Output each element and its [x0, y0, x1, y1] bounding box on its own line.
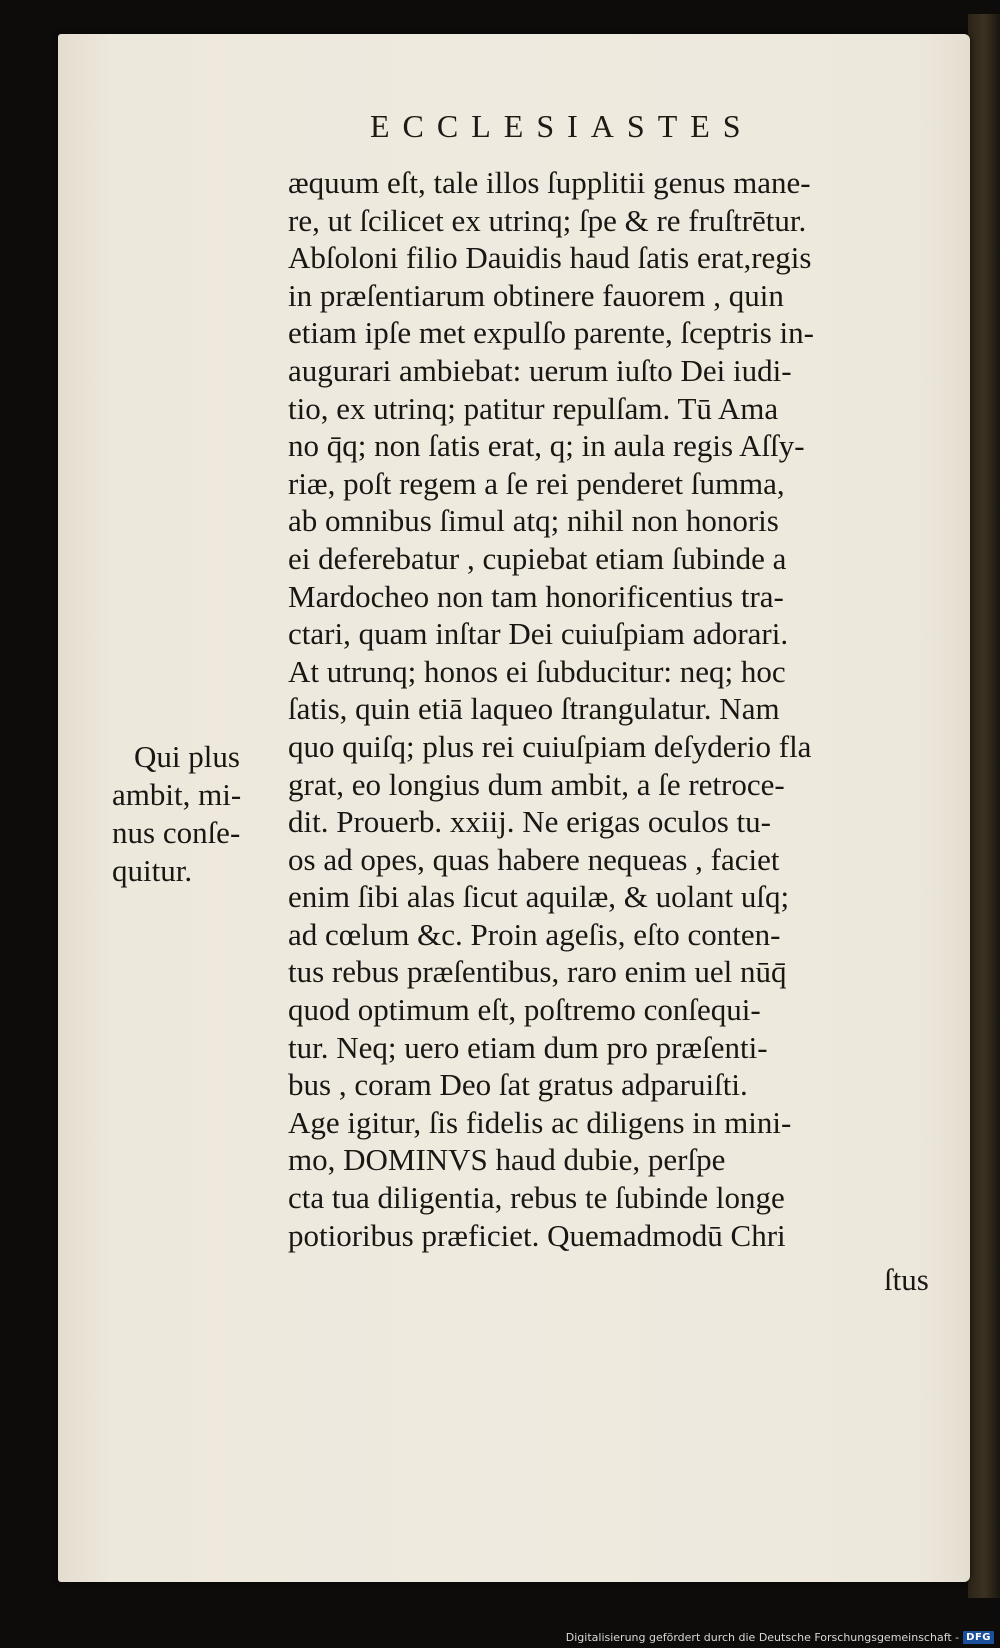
- running-head: ECCLESIASTES: [370, 108, 754, 144]
- text-line: tus rebus præſentibus, raro enim uel nūq̄: [288, 954, 787, 990]
- text-line: ab omnibus ſimul atq; nihil non honoris: [288, 503, 779, 539]
- text-line: grat, eo longius dum ambit, a ſe retroce-: [288, 766, 785, 802]
- text-line: potioribus præficiet. Quemadmodū Chri: [288, 1217, 786, 1253]
- text-line: ei deferebatur , cupiebat etiam ſubinde a: [288, 540, 787, 576]
- text-line: Age igitur, ſis fidelis ac diligens in mini-: [288, 1104, 792, 1140]
- text-line: tio, ex utrinq; patitur repulſam. Tū Ama: [288, 390, 779, 426]
- text-line: ſatis, quin etiā laqueo ſtrangulatur. Nam: [288, 691, 780, 727]
- marginal-note-line: ambit, mi-: [112, 777, 242, 812]
- book-edge: [968, 14, 1000, 1598]
- text-line: Abſoloni filio Dauidis haud ſatis erat,regis: [288, 240, 812, 276]
- text-line: quod optimum eſt, poſtremo conſequi-: [288, 992, 761, 1028]
- text-line: no q̄q; non ſatis erat, q; in aula regis Aſſy-: [288, 428, 805, 464]
- footer-credit: Digitalisierung gefördert durch die Deutsche Forschungsgemeinschaft -: [565, 1631, 960, 1644]
- text-line: etiam ipſe met expulſo parente, ſceptris in-: [288, 315, 814, 351]
- text-line: dit. Prouerb. xxiij. Ne erigas oculos tu-: [288, 804, 771, 840]
- text-line: At utrunq; honos ei ſubducitur: neq; hoc: [288, 653, 786, 689]
- text-line: riæ, poſt regem a ſe rei penderet ſumma,: [288, 465, 785, 501]
- text-line: enim ſibi alas ſicut aquilæ, & uolant uſq;: [288, 879, 790, 915]
- catchword: ſtus: [884, 1262, 929, 1297]
- text-line: augurari ambiebat: uerum iuſto Dei iudi-: [288, 352, 792, 388]
- dfg-logo-icon: DFG: [963, 1631, 994, 1644]
- text-line: in præſentiarum obtinere fauorem , quin: [288, 277, 784, 313]
- text-line: bus , coram Deo ſat gratus adparuiſti.: [288, 1067, 748, 1103]
- footer: [566, 1631, 994, 1644]
- text-line: æquum eſt, tale illos ſupplitii genus mane-: [288, 165, 811, 200]
- text-line: cta tua diligentia, rebus te ſubinde longe: [288, 1180, 785, 1216]
- marginal-note-line: quitur.: [112, 853, 193, 888]
- text-line: quo quiſq; plus rei cuiuſpiam deſyderio fla: [288, 728, 812, 764]
- text-line: tur. Neq; uero etiam dum pro præſenti-: [288, 1029, 768, 1065]
- marginal-note: [112, 738, 241, 890]
- text-line: re, ut ſcilicet ex utrinq; ſpe & re fruſtrētur.: [288, 202, 807, 238]
- marginal-note-line: Qui plus: [134, 739, 240, 774]
- text-line: os ad opes, quas habere nequeas , faciet: [288, 841, 780, 877]
- text-line: mo, DOMINVS haud dubie, perſpe: [288, 1142, 726, 1178]
- text-line: ctari, quam inſtar Dei cuiuſpiam adorari.: [288, 616, 789, 652]
- marginal-note-line: nus conſe-: [112, 815, 241, 850]
- text-line: ad cœlum &c. Proin ageſis, eſto conten-: [288, 916, 781, 952]
- text-line: Mardocheo non tam honorificentius tra-: [288, 578, 784, 614]
- body-text: [288, 164, 938, 1254]
